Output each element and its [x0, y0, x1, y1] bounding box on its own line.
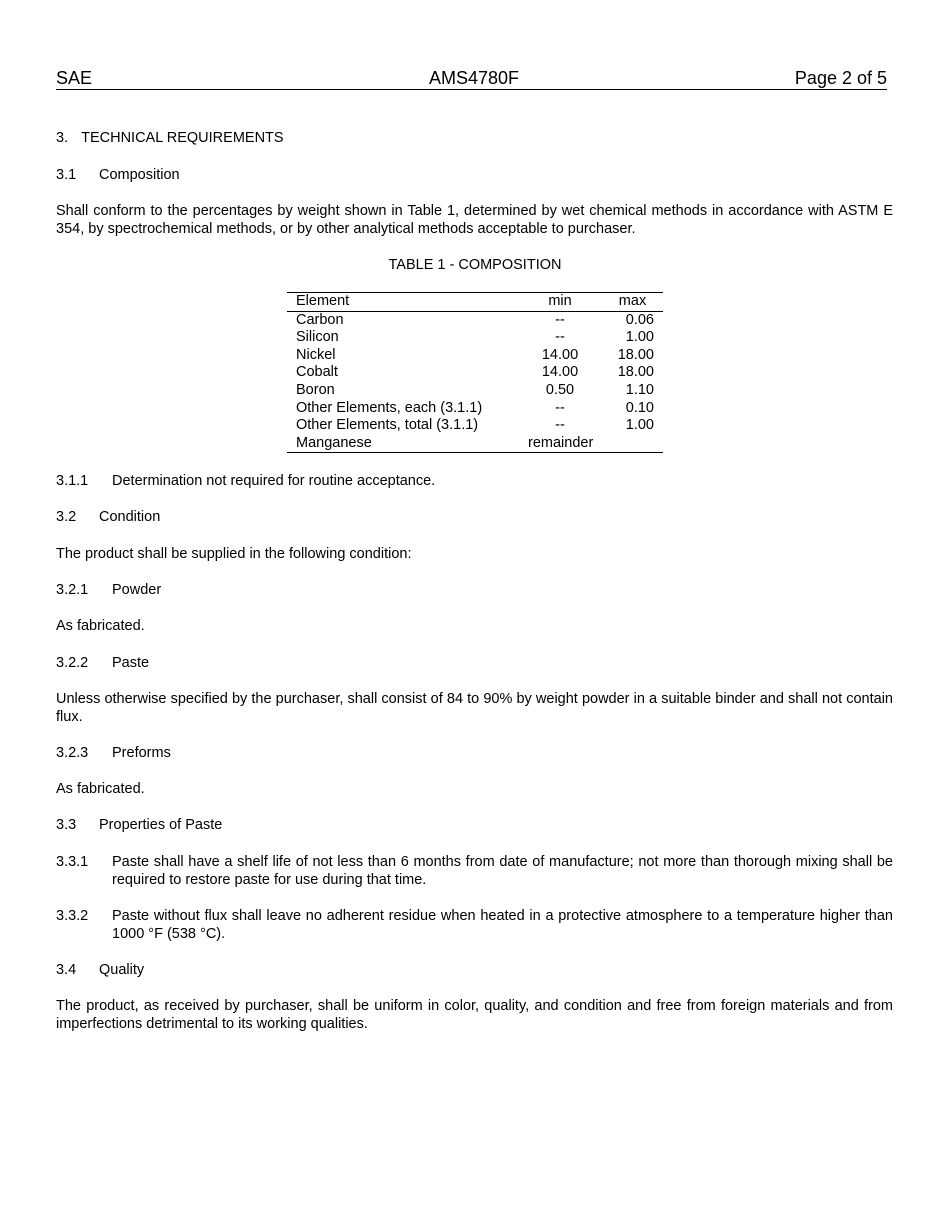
- section-number: 3.3.1: [56, 854, 89, 870]
- table-row: [287, 364, 663, 382]
- paragraph-condition: The product shall be supplied in the following condition:: [56, 546, 412, 562]
- section-number: 3.4: [56, 962, 77, 978]
- cell-element: Other Elements, each (3.1.1): [296, 399, 483, 416]
- table-row: [287, 400, 663, 418]
- section-title: Preforms: [112, 745, 171, 761]
- paragraph-preforms: As fabricated.: [56, 781, 145, 797]
- cell-element: Silicon: [296, 329, 339, 346]
- cell-element: Cobalt: [296, 364, 338, 381]
- section-number: 3.: [56, 130, 69, 146]
- paragraph-3-3-2: [56, 907, 893, 943]
- table-row: [287, 382, 663, 400]
- section-number: 3.2.1: [56, 582, 89, 598]
- cell-min: 14.00: [541, 346, 579, 363]
- section-title: Powder: [112, 582, 162, 598]
- cell-element: Other Elements, total (3.1.1): [296, 417, 479, 434]
- header-min: min: [518, 293, 602, 312]
- table-row: [287, 311, 663, 329]
- section-title: Properties of Paste: [99, 817, 223, 833]
- cell-element: Boron: [296, 381, 335, 398]
- section-heading-3: [56, 129, 893, 147]
- header-page-number: Page 2 of 5: [794, 68, 887, 88]
- page-header: [56, 68, 887, 90]
- section-number: 3.3.2: [56, 908, 89, 924]
- cell-element: Carbon: [296, 311, 344, 328]
- section-number: 3.2.3: [56, 745, 89, 761]
- header-element: Element: [287, 293, 518, 312]
- cell-max: 1.00: [625, 417, 654, 434]
- composition-table: [287, 292, 663, 453]
- cell-min: --: [555, 329, 565, 346]
- cell-min: --: [555, 399, 565, 416]
- section-number: 3.3: [56, 817, 77, 833]
- paragraph-3-1-1: [56, 472, 893, 490]
- cell-min: 0.50: [545, 381, 575, 398]
- cell-element: Nickel: [296, 346, 336, 363]
- section-title: Composition: [99, 167, 180, 183]
- section-title: Quality: [99, 962, 145, 978]
- cell-max: 1.10: [625, 381, 654, 398]
- section-heading-3-2: [56, 508, 893, 526]
- section-title: TECHNICAL REQUIREMENTS: [81, 130, 284, 146]
- cell-element: Manganese: [287, 435, 518, 453]
- table-row: [287, 329, 663, 347]
- cell-max: [602, 435, 663, 453]
- table-header-row: [287, 293, 663, 312]
- paragraph-quality: The product, as received by purchaser, shall be uniform in color, quality, and condition and free from foreign materials and from imperfections detrimental to its working qualities.: [56, 998, 893, 1032]
- section-heading-3-1: [56, 166, 893, 184]
- paragraph-powder: As fabricated.: [56, 618, 145, 634]
- cell-min: --: [555, 417, 565, 434]
- paragraph-paste: Unless otherwise specified by the purchaser, shall consist of 84 to 90% by weight powder in a suitable binder and shall not contain flux.: [56, 691, 893, 725]
- paragraph-composition: Shall conform to the percentages by weight shown in Table 1, determined by wet chemical methods in accordance with ASTM E 354, by spectrochemical methods, or by other analytical methods acceptable to purchaser.: [56, 203, 893, 237]
- section-number: 3.1.1: [56, 473, 89, 489]
- header-org: SAE: [56, 68, 93, 88]
- cell-max: 18.00: [617, 364, 654, 381]
- header-max: max: [602, 293, 663, 312]
- paragraph-text: Determination not required for routine acceptance.: [112, 473, 436, 489]
- cell-min: 14.00: [541, 364, 579, 381]
- cell-max: 18.00: [617, 346, 654, 363]
- section-number: 3.1: [56, 167, 77, 183]
- section-number: 3.2: [56, 509, 77, 525]
- cell-max: 0.10: [625, 399, 654, 416]
- section-title: Paste: [112, 655, 150, 671]
- header-doc-number: AMS4780F: [429, 68, 520, 88]
- section-title: Condition: [99, 509, 161, 525]
- cell-min: remainder: [518, 435, 602, 453]
- cell-max: 1.00: [625, 329, 654, 346]
- section-heading-3-3: [56, 816, 893, 834]
- paragraph-text: Paste shall have a shelf life of not less than 6 months from date of manufacture; not more than thorough mixing shall be required to restore paste for use during that time.: [112, 854, 893, 888]
- cell-min: --: [555, 311, 565, 328]
- section-heading-3-2-3: [56, 744, 893, 762]
- table-row: [287, 347, 663, 365]
- cell-max: 0.06: [625, 311, 654, 328]
- section-heading-3-2-1: [56, 581, 893, 599]
- section-number: 3.2.2: [56, 655, 89, 671]
- paragraph-text: Paste without flux shall leave no adherent residue when heated in a protective atmosphere to a temperature higher than 1000 °F (538 °C).: [112, 908, 893, 942]
- section-heading-3-2-2: [56, 654, 893, 672]
- section-heading-3-4: [56, 961, 893, 979]
- table-title: TABLE 1 - COMPOSITION: [388, 257, 562, 273]
- table-row: [287, 435, 663, 453]
- paragraph-3-3-1: [56, 853, 893, 889]
- table-row: [287, 417, 663, 435]
